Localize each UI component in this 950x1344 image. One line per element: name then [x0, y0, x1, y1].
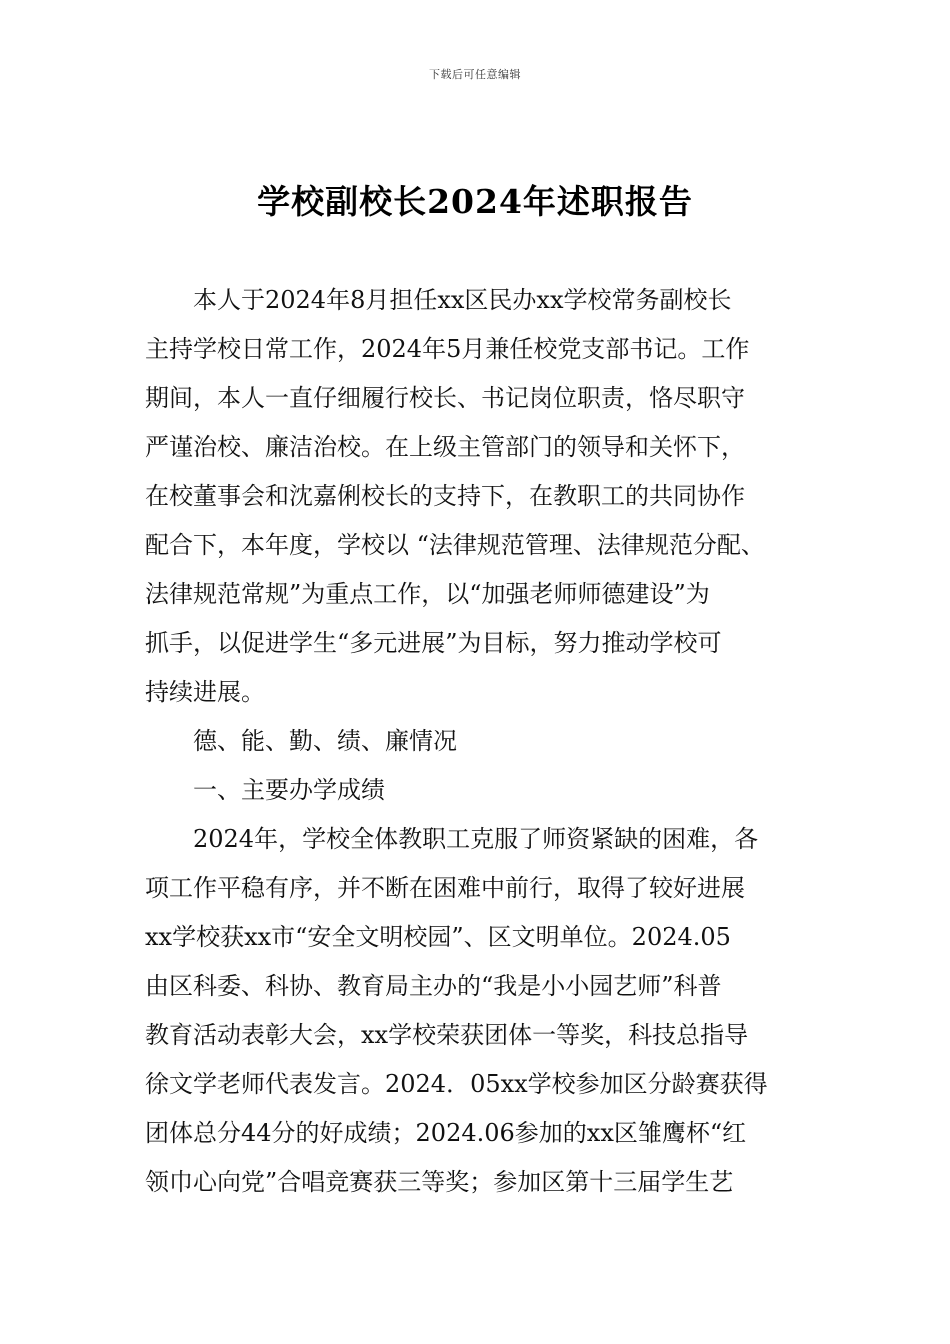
text-line: 团体总分44分的好成绩；2024.06参加的xx区雏鹰杯“红 — [145, 1119, 747, 1147]
text-line: 一、主要办学成绩 — [193, 776, 385, 804]
text-line: 德、能、勤、绩、廉情况 — [193, 727, 457, 755]
text-line: 领巾心向党”合唱竞赛获三等奖；参加区第十三届学生艺 — [145, 1168, 734, 1196]
text-line: 2024年，学校全体教职工克服了师资紧缺的困难，各 — [193, 825, 759, 853]
text-line: 项工作平稳有序，并不断在困难中前行，取得了较好进展 — [145, 874, 745, 902]
text-line: 教育活动表彰大会，xx学校荣获团体一等奖，科技总指导 — [145, 1021, 749, 1049]
text-line: 本人于2024年8月担任xx区民办xx学校常务副校长 — [193, 286, 732, 314]
text-line: xx学校获xx市“安全文明校园”、区文明单位。2024.05 — [145, 923, 731, 951]
text-line: 严谨治校、廉洁治校。在上级主管部门的领导和关怀下， — [145, 433, 745, 461]
text-line: 在校董事会和沈嘉俐校长的支持下，在教职工的共同协作 — [145, 482, 745, 510]
text-line: 由区科委、科协、教育局主办的“我是小小园艺师”科普 — [145, 972, 722, 1000]
text-line: 主持学校日常工作，2024年5月兼任校党支部书记。工作 — [145, 335, 750, 363]
document-title: 学校副校长2024年述职报告 — [257, 182, 693, 221]
text-line: 法律规范常规”为重点工作，以“加强老师师德建设”为 — [145, 580, 710, 608]
text-line: 期间，本人一直仔细履行校长、书记岗位职责，恪尽职守 — [145, 384, 745, 412]
text-line: 持续进展。 — [145, 678, 265, 706]
text-line: 徐文学老师代表发言。2024．05xx学校参加区分龄赛获得 — [145, 1070, 768, 1098]
header-note: 下载后可任意编辑 — [429, 68, 521, 81]
text-line: 抓手，以促进学生“多元进展”为目标，努力推动学校可 — [145, 629, 722, 657]
text-line: 配合下，本年度，学校以 “法律规范管理、法律规范分配、 — [145, 531, 765, 559]
document-body — [145, 280, 815, 1211]
